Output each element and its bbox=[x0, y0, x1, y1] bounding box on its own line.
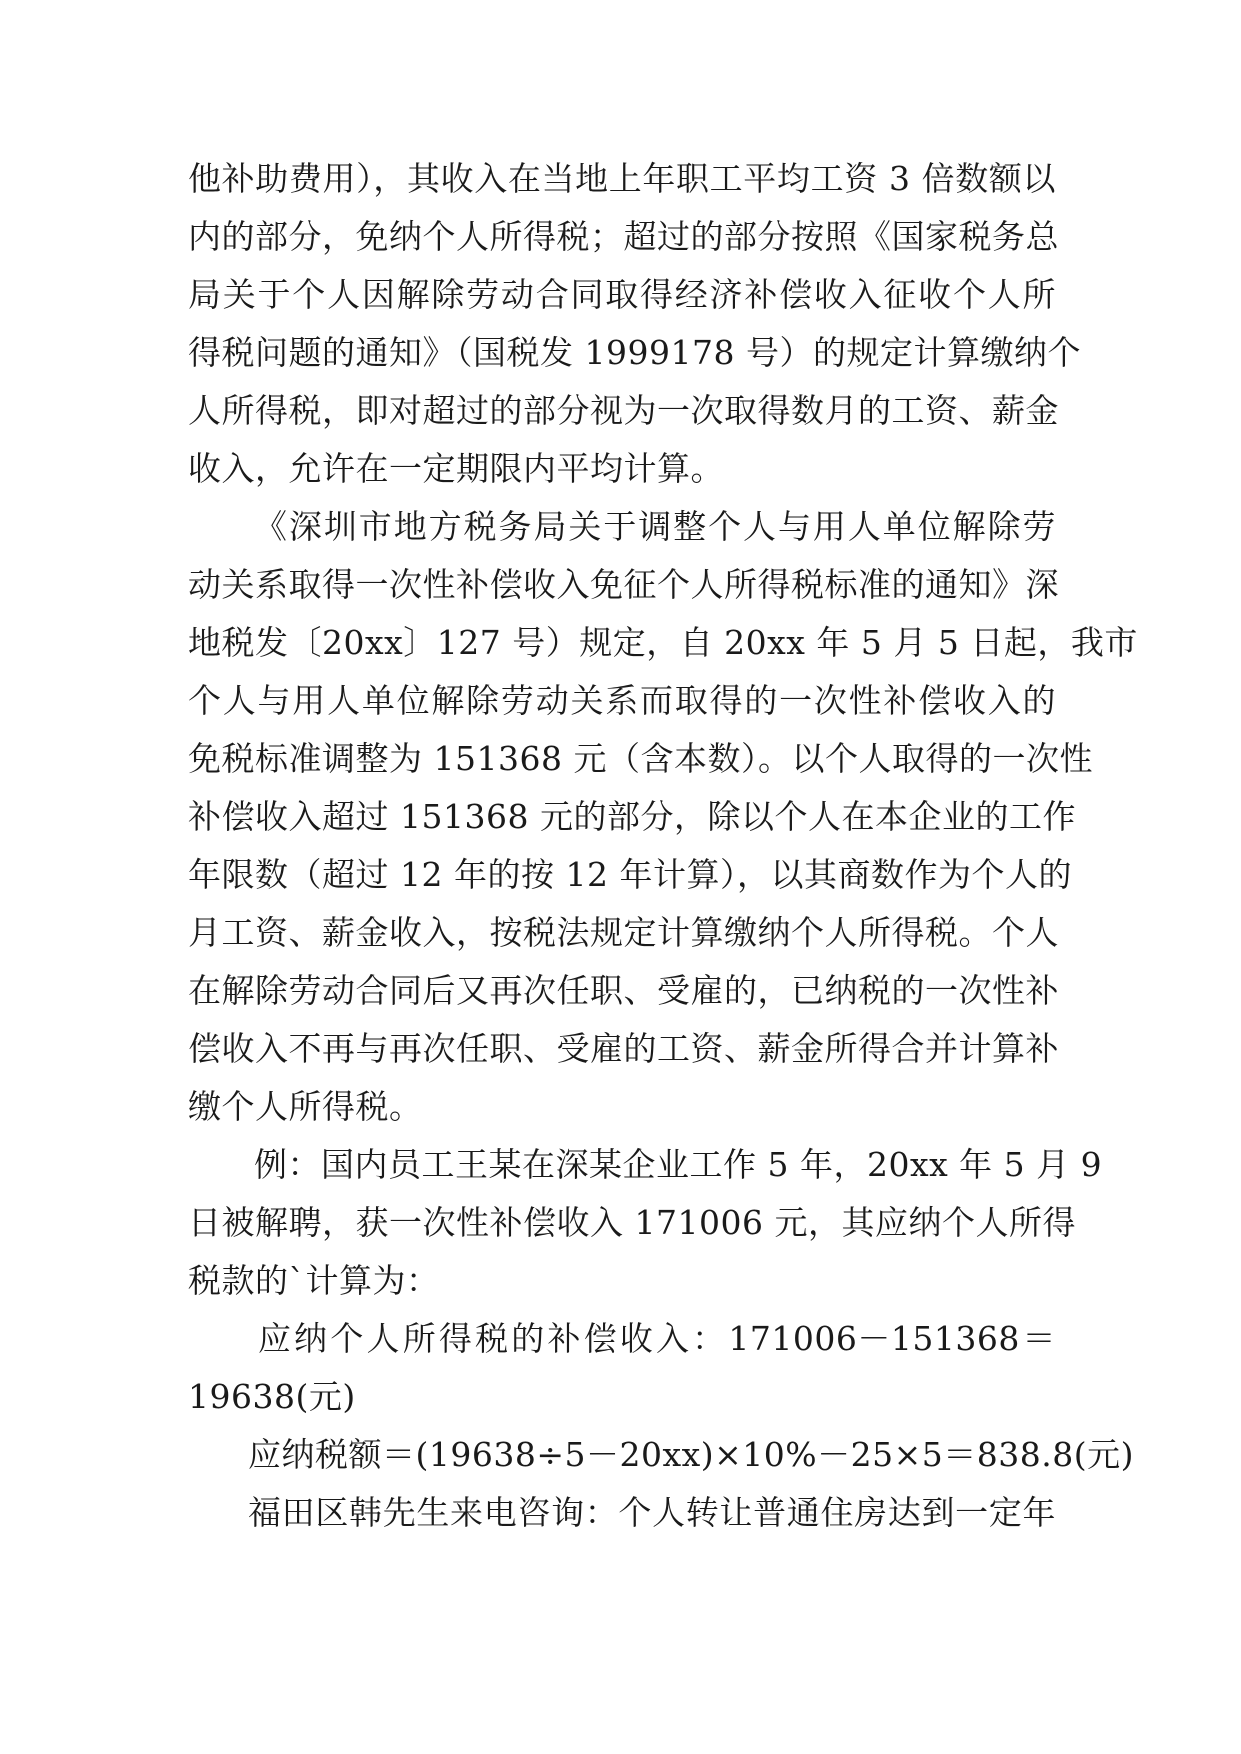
text-line: 在解除劳动合同后又再次任职、受雇的，已纳税的一次性补 bbox=[188, 971, 1059, 1010]
body-text bbox=[188, 150, 1138, 1542]
formula-result: 19638(元) bbox=[188, 1377, 356, 1416]
text-line: 偿收入不再与再次任职、受雇的工资、薪金所得合并计算补 bbox=[188, 1029, 1059, 1068]
formula-line: 应纳个人所得税的补偿收入：171006－151368＝ bbox=[258, 1319, 1056, 1358]
text-line: 免税标准调整为 151368 元（含本数）。以个人取得的一次性 bbox=[188, 739, 1093, 778]
text-line: 缴个人所得税。 bbox=[188, 1087, 423, 1126]
example-first-line: 例：国内员工王某在深某企业工作 5 年，20xx 年 5 月 9 bbox=[254, 1145, 1103, 1184]
text-line: 月工资、薪金收入，按税法规定计算缴纳个人所得税。个人 bbox=[188, 913, 1059, 952]
text-line: 税款的`计算为： bbox=[188, 1261, 440, 1300]
text-line: 收入，允许在一定期限内平均计算。 bbox=[188, 449, 724, 488]
text-line: 地税发〔20xx〕127 号）规定，自 20xx 年 5 月 5 日起，我市 bbox=[188, 623, 1138, 662]
text-line: 年限数（超过 12 年的按 12 年计算），以其商数作为个人的 bbox=[188, 855, 1072, 894]
paragraph-first-line: 《深圳市地方税务局关于调整个人与用人单位解除劳 bbox=[254, 507, 1056, 546]
text-line: 个人与用人单位解除劳动关系而取得的一次性补偿收入的 bbox=[188, 681, 1056, 720]
text-line: 人所得税，即对超过的部分视为一次取得数月的工资、薪金 bbox=[188, 391, 1059, 430]
text-line: 局关于个人因解除劳动合同取得经济补偿收入征收个人所 bbox=[188, 275, 1056, 314]
paragraph-first-line: 福田区韩先生来电咨询：个人转让普通住房达到一定年 bbox=[248, 1493, 1056, 1532]
tax-formula-line: 应纳税额＝(19638÷5－20xx)×10%－25×5＝838.8(元) bbox=[248, 1435, 1134, 1474]
text-line: 内的部分，免纳个人所得税；超过的部分按照《国家税务总 bbox=[188, 217, 1059, 256]
text-line: 他补助费用），其收入在当地上年职工平均工资 3 倍数额以 bbox=[188, 159, 1056, 198]
text-line: 得税问题的通知》（国税发 1999178 号）的规定计算缴纳个 bbox=[188, 333, 1081, 372]
text-line: 动关系取得一次性补偿收入免征个人所得税标准的通知》深 bbox=[188, 565, 1059, 604]
text-line: 日被解聘，获一次性补偿收入 171006 元，其应纳个人所得 bbox=[188, 1203, 1076, 1242]
text-line: 补偿收入超过 151368 元的部分，除以个人在本企业的工作 bbox=[188, 797, 1076, 836]
